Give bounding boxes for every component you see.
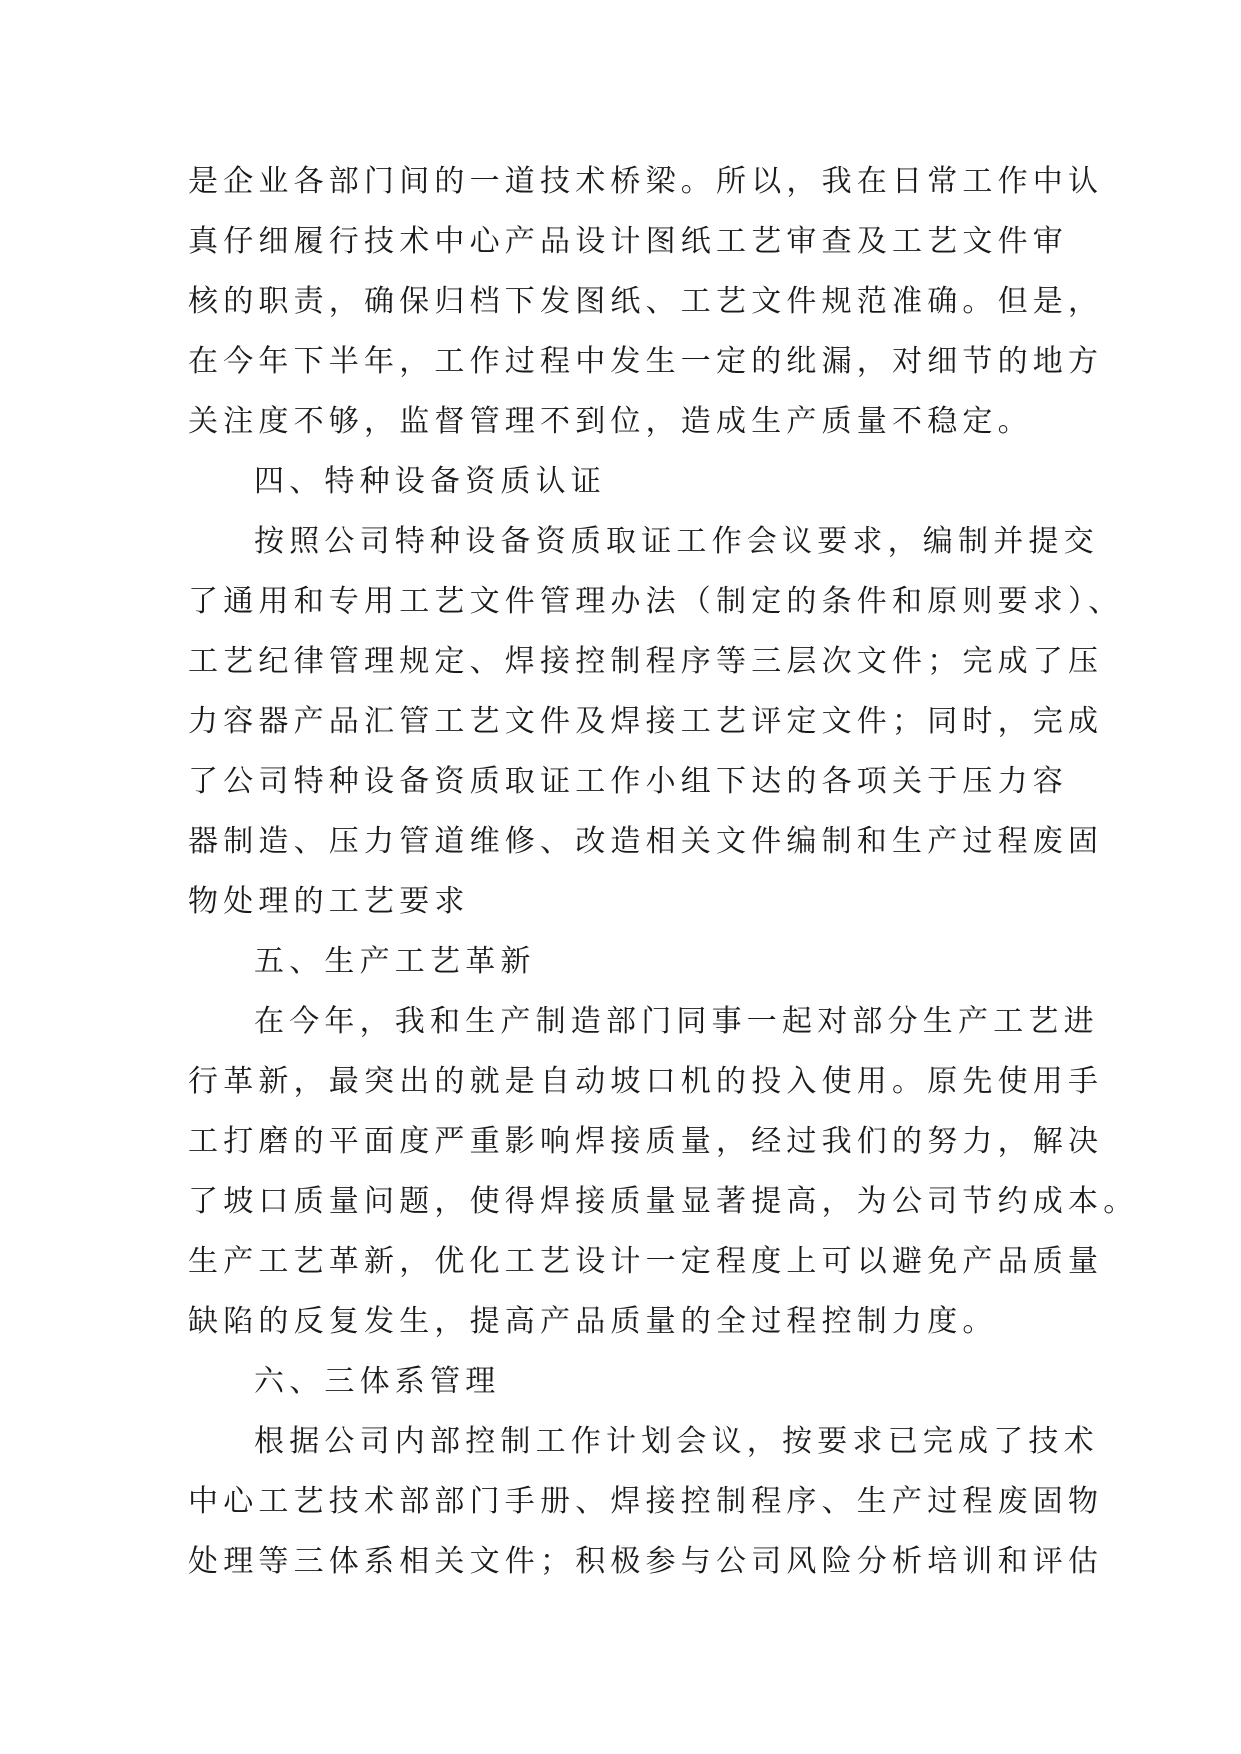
- text-line: 力容器产品汇管工艺文件及焊接工艺评定文件；同时，完成: [188, 704, 1104, 739]
- text-line: 器制造、压力管道维修、改造相关文件编制和生产过程废固: [188, 824, 1104, 859]
- text-line: 关注度不够，监督管理不到位，造成生产质量不稳定。: [188, 404, 1033, 439]
- text-line: 中心工艺技术部部门手册、焊接控制程序、生产过程废固物: [188, 1484, 1104, 1519]
- section-heading-6: 六、三体系管理: [254, 1364, 501, 1399]
- text-line: 真仔细履行技术中心产品设计图纸工艺审查及工艺文件审: [188, 224, 1068, 259]
- text-line: 生产工艺革新，优化工艺设计一定程度上可以避免产品质量: [188, 1244, 1104, 1279]
- paragraph-first-line: 根据公司内部控制工作计划会议，按要求已完成了技术: [254, 1424, 1099, 1459]
- text-line: 了公司特种设备资质取证工作小组下达的各项关于压力容: [188, 764, 1068, 799]
- section-heading-5: 五、生产工艺革新: [254, 944, 536, 979]
- text-line: 了通用和专用工艺文件管理办法（制定的条件和原则要求）、: [188, 584, 1124, 619]
- text-line: 是企业各部门间的一道技术桥梁。所以，我在日常工作中认: [188, 164, 1104, 199]
- text-line: 行革新，最突出的就是自动坡口机的投入使用。原先使用手: [188, 1064, 1104, 1099]
- paragraph-first-line: 按照公司特种设备资质取证工作会议要求，编制并提交: [254, 524, 1099, 559]
- text-line: 了坡口质量问题，使得焊接质量显著提高，为公司节约成本。: [188, 1184, 1139, 1219]
- paragraph-first-line: 在今年，我和生产制造部门同事一起对部分生产工艺进: [254, 1004, 1099, 1039]
- text-line: 缺陷的反复发生，提高产品质量的全过程控制力度。: [188, 1304, 998, 1339]
- text-line: 工艺纪律管理规定、焊接控制程序等三层次文件；完成了压: [188, 644, 1104, 679]
- text-line: 处理等三体系相关文件；积极参与公司风险分析培训和评估: [188, 1544, 1104, 1579]
- text-line: 工打磨的平面度严重影响焊接质量，经过我们的努力，解决: [188, 1124, 1104, 1159]
- document-body: [188, 152, 1139, 1592]
- text-line: 核的职责，确保归档下发图纸、工艺文件规范准确。但是，: [188, 284, 1104, 319]
- section-heading-4: 四、特种设备资质认证: [254, 464, 606, 499]
- text-line: 物处理的工艺要求: [188, 884, 470, 919]
- text-line: 在今年下半年，工作过程中发生一定的纰漏，对细节的地方: [188, 344, 1104, 379]
